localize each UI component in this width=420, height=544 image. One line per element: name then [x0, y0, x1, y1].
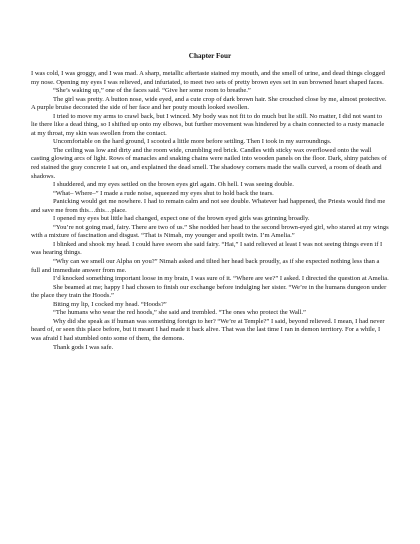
paragraph: I’d knocked something important loose in my brain, I was sure of it. “Where are we?” I asked. I directed the question at Amelia.: [53, 275, 389, 283]
page-content: [31, 52, 389, 352]
paragraph: “What– Where–” I made a rude noise, squeezed my eyes shut to hold back the tears.: [53, 189, 274, 197]
paragraph: I was cold, I was groggy, and I was mad. A sharp, metallic aftertaste stained my mouth, and the smell of urine, and dead things clogged my nose. Opening my eyes I was relieved, and infuriated, to meet two sets of pretty brown eyes set in sun browned heart shaped faces.: [31, 70, 385, 86]
paragraph: I shuddered, and my eyes settled on the brown eyes girl again. Oh hell. I was seeing double.: [53, 181, 294, 189]
paragraph: Biting my lip, I cocked my head. “Hoods?”: [53, 300, 167, 308]
paragraph: The girl was pretty. A button nose, wide eyed, and a cute crop of dark brown hair. She crouched close by me, almost protective. A purple bruise decorated the side of her face and her pouty mouth looked swollen.: [31, 95, 387, 112]
paragraph: I opened my eyes but little had changed, expect one of the brown eyed girls was grinning broadly.: [53, 215, 310, 223]
paragraph: Why did she speak as if human was something foreign to her? “We’re at Temple?” I said, beyond relieved. I mean, I had never heard of, or seen this place before, but it meant I had made it back alive. That was the last time I ran in demon territory. For a while, I was afraid I had stumbled onto some of them, the demons.: [31, 317, 385, 342]
paragraph: I tried to move my arms to crawl back, but I winced. My body was not fit to do much but lie still. No matter, I did not want to lie there like a dead thing, so I shifted up onto my elbows, but further movement was hindered by a chain connected to a rusty manacle at my throat, my skin was swollen from the contact.: [31, 112, 385, 137]
paragraph: Thank gods I was safe.: [53, 343, 114, 351]
paragraph: The ceiling was low and dirty and the room wide, crumbling red brick. Candles with sticky wax overflowed onto the wall casting glowing arcs of light. Rows of manacles and snaking chains were nailed into wooden panels on the floor. Dark, shiny patches of red stained the gray concrete I sat on, and explained the dead smell. The shadowy corners made the walls curved, a room of death and shadows.: [31, 146, 387, 180]
paragraph: “The humans who wear the red hoods,” she said and trembled. “The ones who protect the Wall.”: [53, 309, 306, 317]
paragraph: “You’re not going mad, fairy. There are two of us.” She nodded her head to the second brown-eyed girl, who stared at my wings with a mixture of fascination and disgust. “That is Nimah, my younger and spoilt twin. I’m Amelia.”: [31, 223, 389, 240]
paragraph: Uncomfortable on the hard ground, I scooted a little more before settling. Then I took in my surroundings.: [53, 138, 332, 146]
paragraph: She beamed at me; happy I had chosen to finish our exchange before indulging her sister. “We’re in the humans dungeon under the place they train the Hoods.”: [31, 283, 387, 300]
paragraph: Panicking would get me nowhere. I had to remain calm and not see double. Whatever had happened, the Priests would find me and save me from this…this…place.: [31, 198, 386, 214]
paragraph: I blinked and shook my head. I could have sworn she said fairy. “Hai,” I said relieved at least I was not seeing things even if I was hearing things.: [31, 240, 383, 257]
chapter-title: Chapter Four: [188, 52, 232, 60]
paragraph: “She’s waking up,” one of the faces said. “Give her some room to breathe.”: [53, 87, 251, 95]
paragraph: “Why can we smell our Alpha on you?” Nimah asked and tilted her head back proudly, as if she expected nothing less than a full and immediate answer from me.: [31, 258, 380, 274]
